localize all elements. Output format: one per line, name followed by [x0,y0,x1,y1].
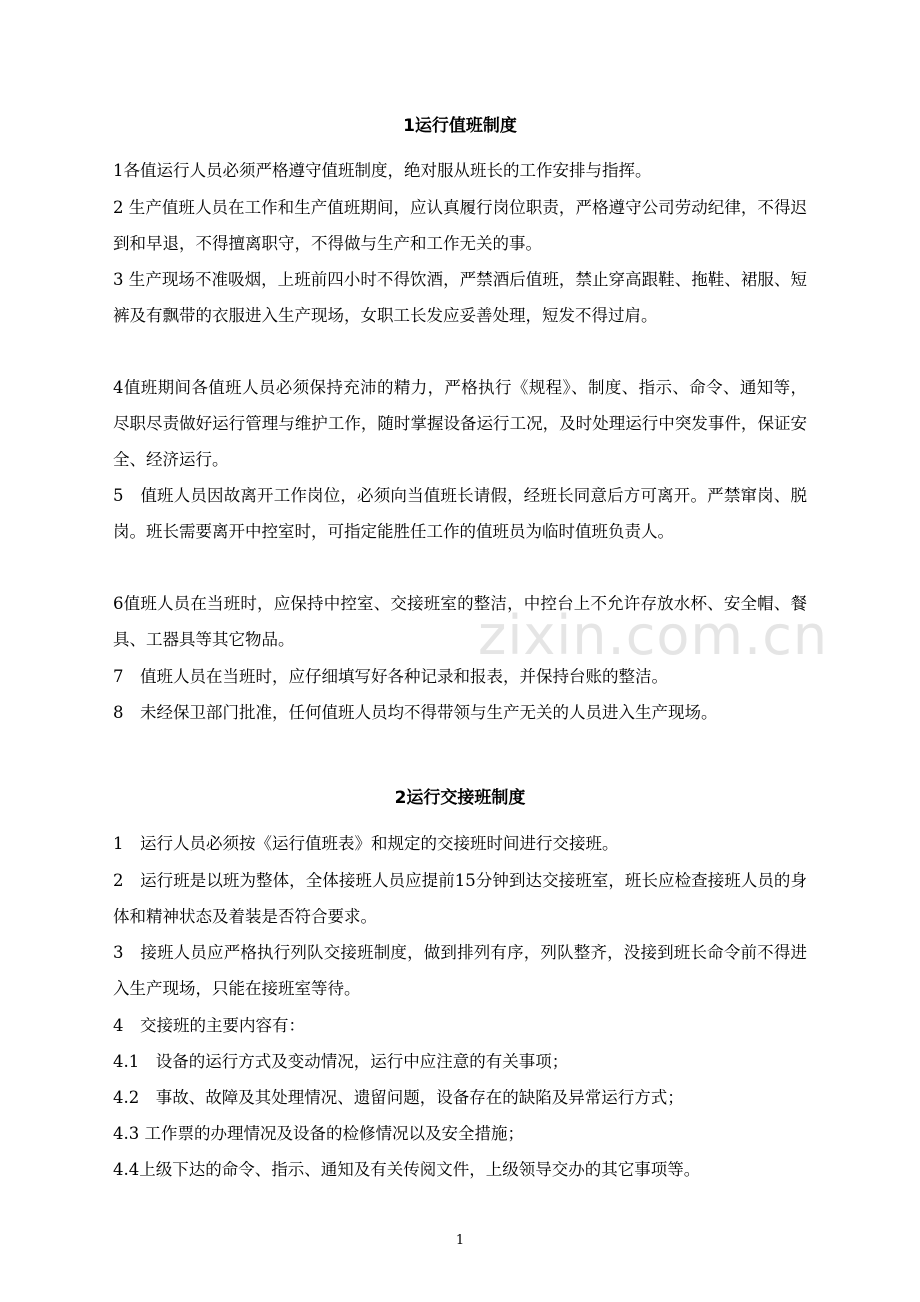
section-heading-2: 2运行交接班制度 [394,788,526,808]
paragraph-2-2: 2 运行班是以班为整体，全体接班人员应提前15分钟到达交接班室，班长应检查接班人员的身体和精神状态及着装是否符合要求。 [113,871,807,926]
paragraph-2-1: 1 运行人员必须按《运行值班表》和规定的交接班时间进行交接班。 [113,834,619,853]
paragraph-2-4: 4 交接班的主要内容有： [113,1016,305,1035]
watermark: zixin.com.cn [478,604,829,667]
paragraph-1-1: 1各值运行人员必须严格遵守值班制度，绝对服从班长的工作安排与指挥。 [113,161,652,180]
paragraph-2-5: 4.1 设备的运行方式及变动情况，运行中应注意的有关事项； [113,1052,569,1071]
paragraph-2-8: 4.4上级下达的命令、指示、通知及有关传阅文件，上级领导交办的其它事项等。 [113,1160,701,1179]
paragraph-1-2: 2 生产值班人员在工作和生产值班期间，应认真履行岗位职责，严格遵守公司劳动纪律，不得迟到和早退，不得擅离职守，不得做与生产和工作无关的事。 [113,198,807,253]
paragraph-2-3: 3 接班人员应严格执行列队交接班制度，做到排列有序，列队整齐，没接到班长命令前不得进入生产现场，只能在接班室等待。 [113,943,807,998]
paragraph-1-8: 8 未经保卫部门批准，任何值班人员均不得带领与生产无关的人员进入生产现场。 [113,703,718,722]
paragraph-1-6: 6值班人员在当班时，应保持中控室、交接班室的整洁，中控台上不允许存放水杯、安全帽、餐具、工器具等其它物品。 [113,594,807,649]
paragraph-2-7: 4.3 工作票的办理情况及设备的检修情况以及安全措施； [113,1124,524,1143]
paragraph-1-7: 7 值班人员在当班时，应仔细填写好各种记录和报表，并保持台账的整洁。 [113,667,668,686]
page-number: 1 [455,1233,465,1248]
paragraph-2-6: 4.2 事故、故障及其处理情况、遗留问题，设备存在的缺陷及异常运行方式； [113,1088,684,1107]
section-heading-1: 1运行值班制度 [403,116,517,136]
paragraph-1-5: 5 值班人员因故离开工作岗位，必须向当值班长请假，经班长同意后方可离开。严禁窜岗、脱岗。班长需要离开中控室时，可指定能胜任工作的值班员为临时值班负责人。 [113,486,807,541]
paragraph-1-3: 3 生产现场不准吸烟，上班前四小时不得饮酒，严禁酒后值班，禁止穿高跟鞋、拖鞋、裙服、短裤及有飘带的衣服进入生产现场，女职工长发应妥善处理，短发不得过肩。 [113,270,807,325]
paragraph-1-4: 4值班期间各值班人员必须保持充沛的精力，严格执行《规程》、制度、指示、命令、通知等，尽职尽责做好运行管理与维护工作，随时掌握设备运行工况，及时处理运行中突发事件，保证安全、经济运行。 [113,378,807,469]
